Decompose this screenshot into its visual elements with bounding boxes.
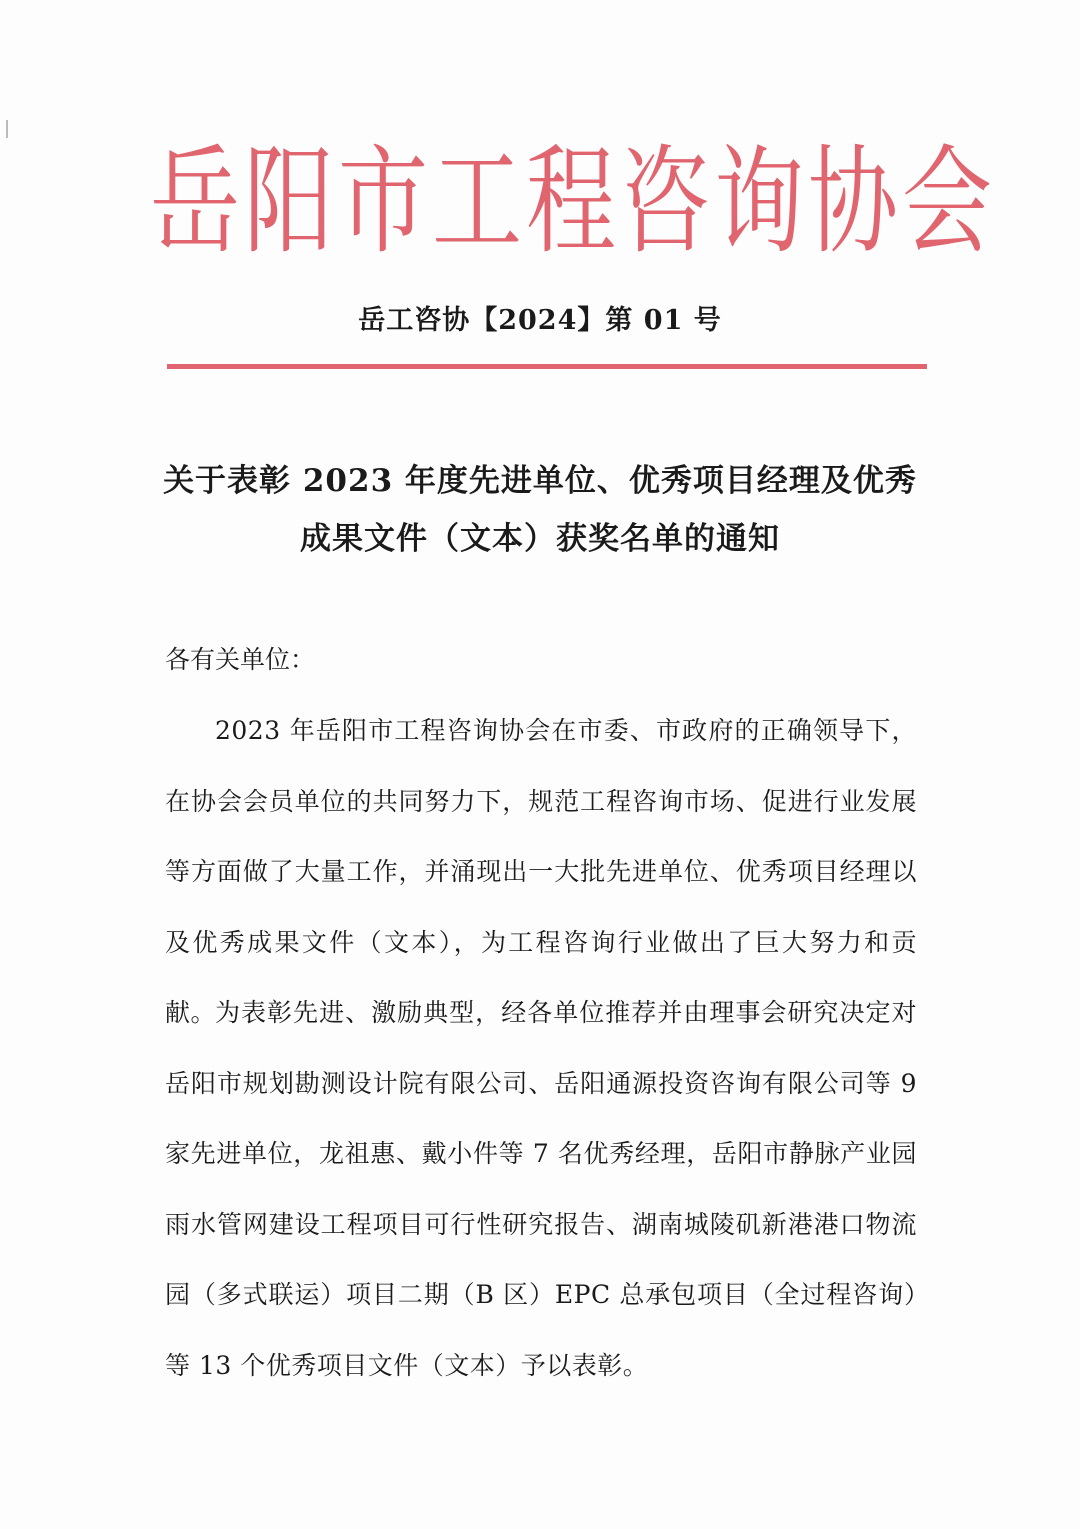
title-line-2: 成果文件（文本）获奖名单的通知 — [300, 521, 780, 557]
letterhead-divider — [167, 364, 927, 369]
document-title — [130, 452, 950, 568]
body-paragraph-2: 为表彰先进、激励典型，经各单位推荐并由理事会研究决定对岳阳市规划勘测设计院有限公司、岳阳通源投资咨询有限公司等 9 家先进单位，龙祖惠、戴小件等 7 名优秀经理，岳阳市静脉产业园雨水管网建设工程项目可行性研究报告、湖南城陵矶新港港口物流园（多式联运）项目二期（B 区）EPC 总承包项目（全过程咨询）等 13 个优秀项目文件（文本）予以表彰。 — [165, 998, 917, 1380]
body-paragraph-1: 2023 年岳阳市工程咨询协会在市委、市政府的正确领导下，在协会会员单位的共同努力下，规范工程咨询市场、促进行业发展等方面做了大量工作，并涌现出一大批先进单位、优秀项目经理以及优秀成果文件（文本），为工程咨询行业做出了巨大努力和贡献。 — [165, 716, 917, 1027]
title-line-1: 关于表彰 2023 年度先进单位、优秀项目经理及优秀 — [163, 463, 917, 499]
document-number: 岳工咨协【2024】第 01 号 — [358, 305, 722, 336]
organization-letterhead: 岳阳市工程咨询协会 — [150, 134, 996, 271]
scan-artifact — [6, 120, 8, 138]
salutation: 各有关单位： — [165, 645, 316, 674]
